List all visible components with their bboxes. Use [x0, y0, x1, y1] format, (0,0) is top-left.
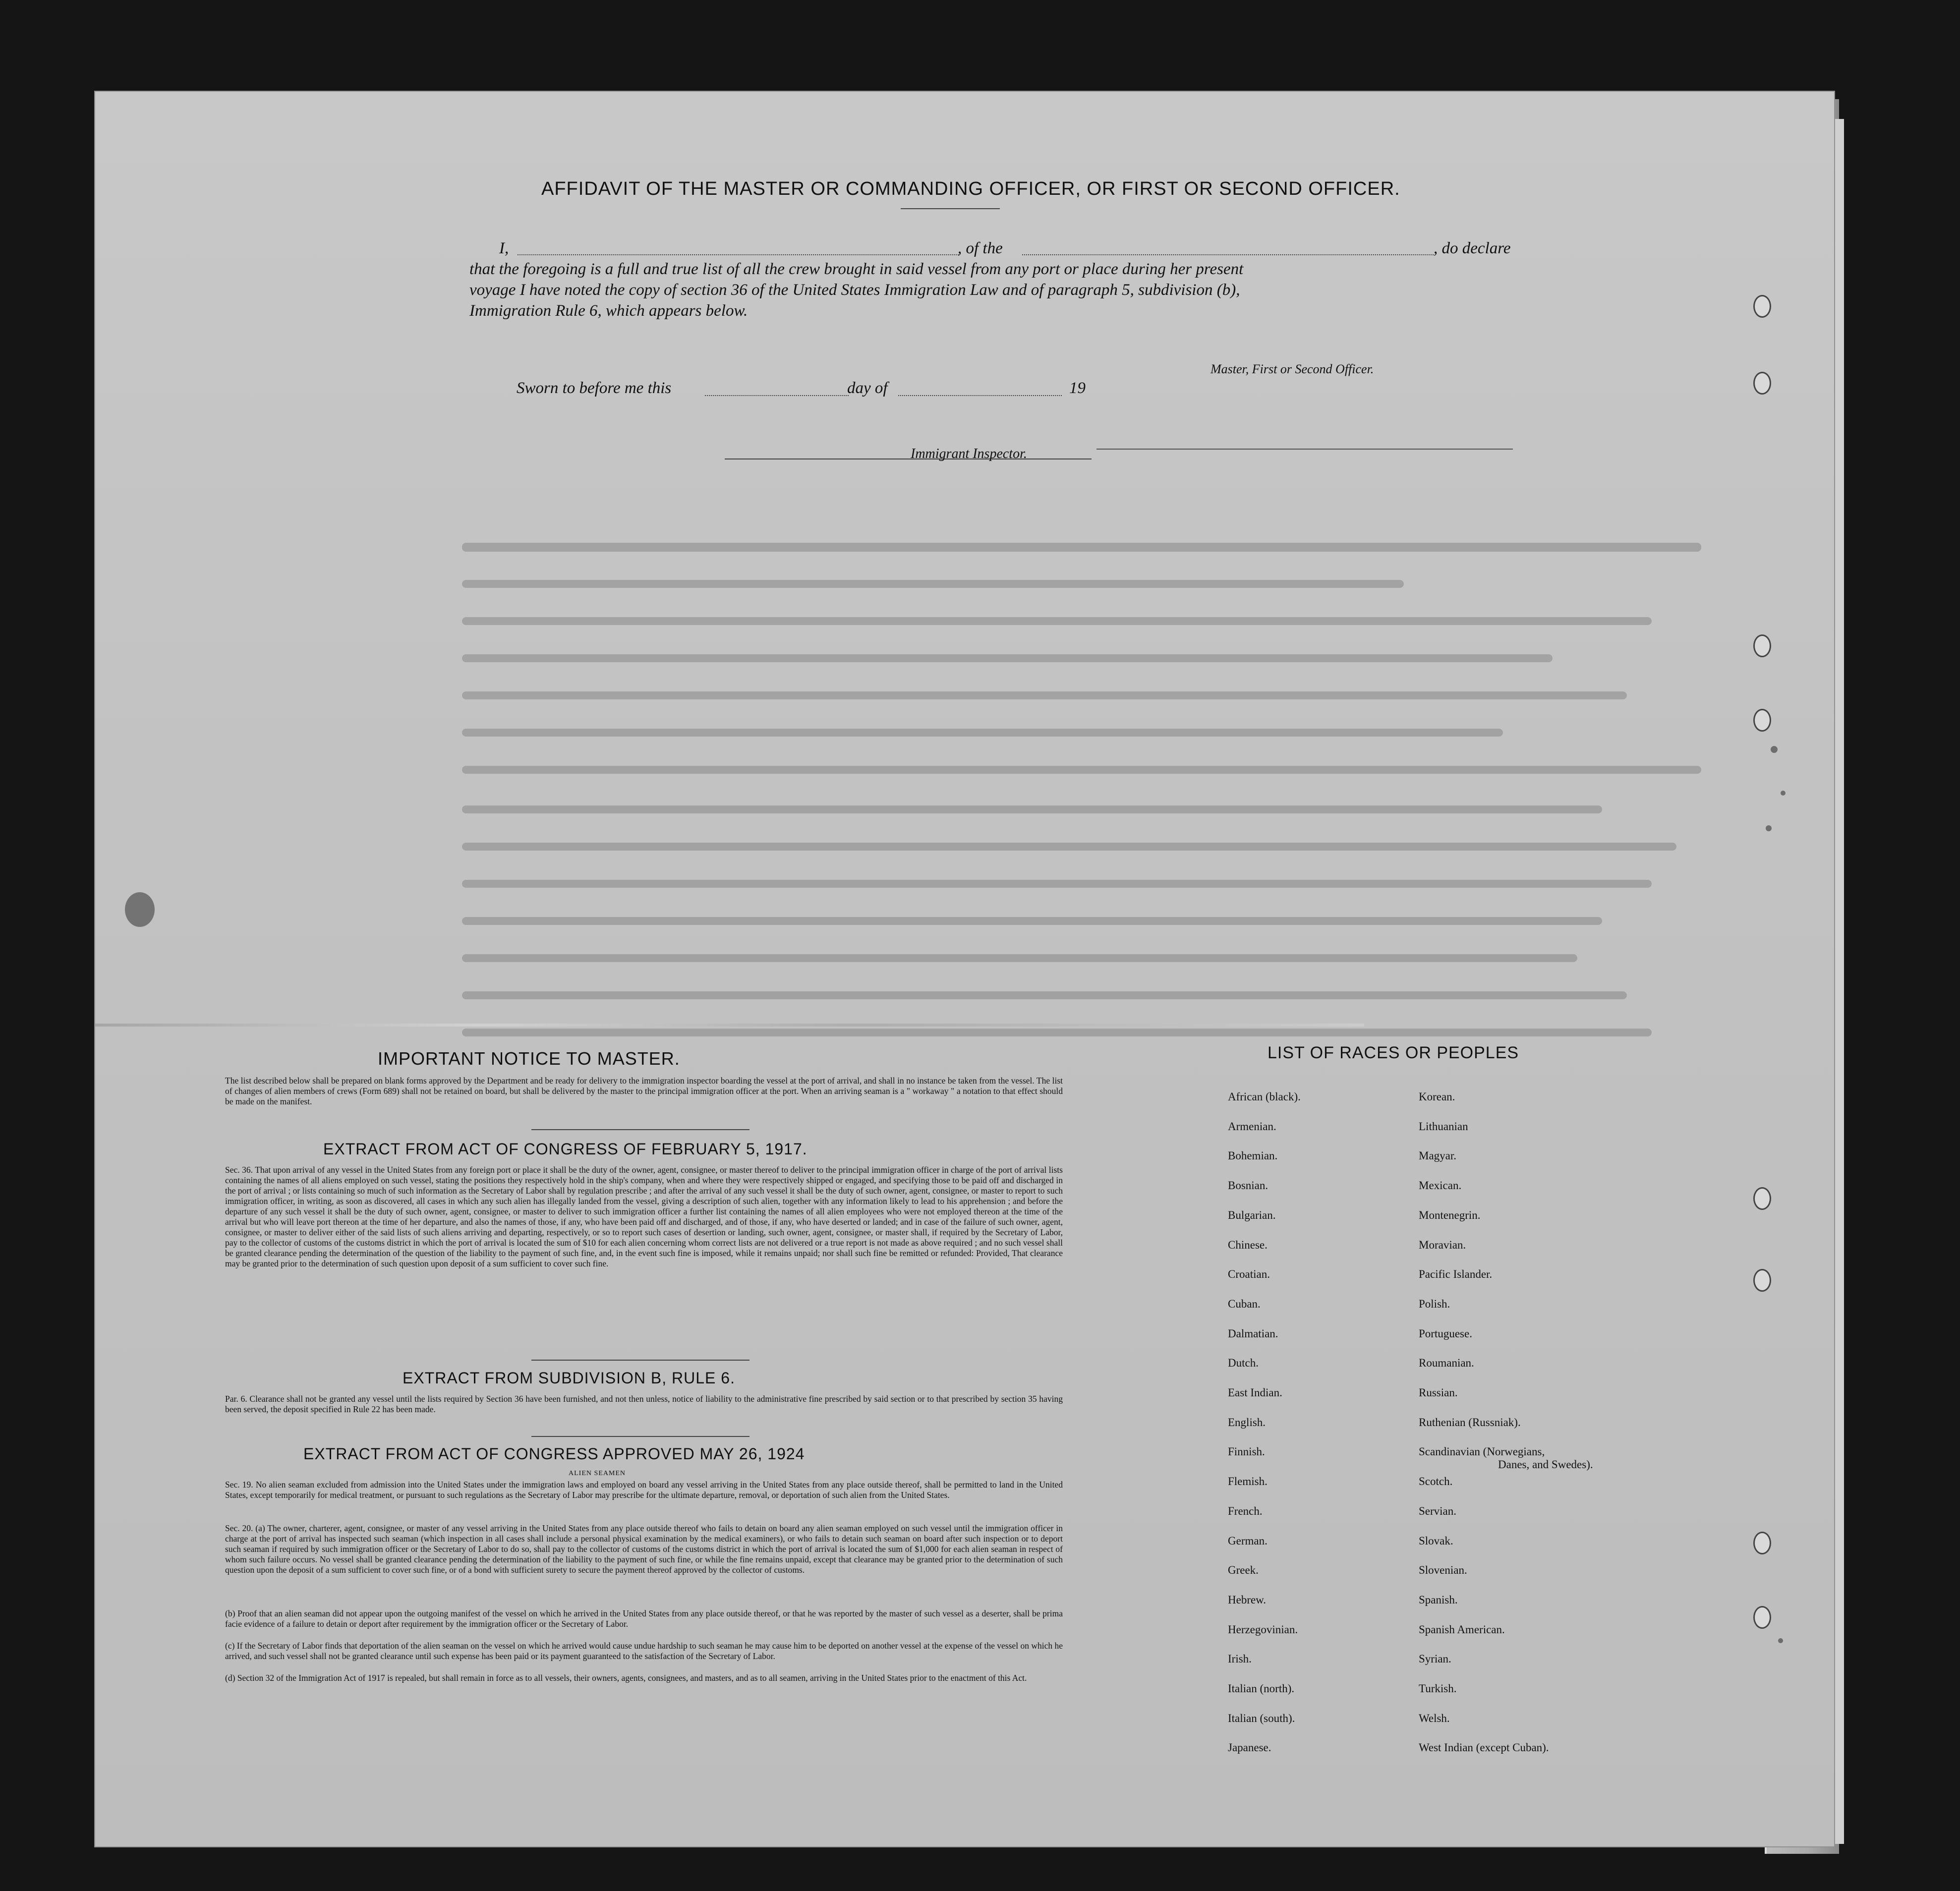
race-item: East Indian.: [1228, 1386, 1282, 1399]
race-item: Turkish.: [1419, 1682, 1457, 1695]
divider-2: [531, 1360, 749, 1361]
race-item: German.: [1228, 1534, 1268, 1547]
affidavit-title: AFFIDAVIT OF THE MASTER OR COMMANDING OFFICER, OR FIRST OR SECOND OFFICER.: [541, 178, 1400, 199]
punch-hole: [1753, 1269, 1771, 1292]
day-of-label: day of: [847, 379, 888, 397]
race-item: French.: [1228, 1504, 1263, 1517]
inspector-caption: Immigrant Inspector.: [911, 446, 1027, 461]
notice-title: IMPORTANT NOTICE TO MASTER.: [378, 1048, 680, 1069]
divider-1: [531, 1129, 749, 1130]
extract-1924-sec19: Sec. 19. No alien seaman excluded from admission into the United States under the immigration laws and employed on board any vessel arriving in the United States from any place outside thereof, shall be permitted to land in the United States, except temporarily for medical treatment, or pursuant to such regulations as the Secretary of Labor may prescribe for the ultimate departure, removal, or deportation of such alien from the United States.: [225, 1480, 1063, 1500]
declaration-i-label: I,: [499, 239, 509, 257]
ink-stain: [125, 892, 155, 927]
punch-hole: [1753, 372, 1771, 395]
race-item: Cuban.: [1228, 1297, 1261, 1310]
extract-1924-subtitle: ALIEN SEAMEN: [569, 1470, 626, 1477]
race-item: Irish.: [1228, 1653, 1252, 1665]
race-item: Montenegrin.: [1419, 1208, 1481, 1221]
race-item: Scotch.: [1419, 1475, 1453, 1488]
race-item: Slovenian.: [1419, 1564, 1467, 1577]
race-item: Hebrew.: [1228, 1593, 1267, 1606]
race-item: Bohemian.: [1228, 1149, 1278, 1162]
extract-1924-title: EXTRACT FROM ACT OF CONGRESS APPROVED MAY 26, 1924: [303, 1445, 805, 1463]
sworn-label: Sworn to before me this: [517, 379, 672, 397]
race-item: Bosnian.: [1228, 1179, 1268, 1192]
race-item: Greek.: [1228, 1564, 1259, 1577]
race-item: Italian (north).: [1228, 1682, 1295, 1695]
race-item: Syrian.: [1419, 1653, 1451, 1665]
declaration-do-declare: , do declare: [1434, 239, 1511, 257]
extract-rule6-title: EXTRACT FROM SUBDIVISION B, RULE 6.: [403, 1369, 735, 1387]
notice-body: The list described below shall be prepared on blank forms approved by the Department and be ready for delivery to the immigration inspector boarding the vessel at the port of arrival, and shall in no instance be taken from the vessel. The list of changes of alien members of crews (Form 689) shall not be retained on board, but shall be delivered by the master to the principal immigration officer at the port. When an arriving seaman is a " workaway " a notation to that effect should be made on the manifest.: [225, 1076, 1063, 1106]
race-item: Finnish.: [1228, 1445, 1265, 1458]
race-item: Croatian.: [1228, 1268, 1270, 1281]
punch-hole: [1753, 709, 1771, 732]
race-item: West Indian (except Cuban).: [1419, 1741, 1549, 1754]
race-item: Portuguese.: [1419, 1327, 1472, 1340]
race-item: Spanish American.: [1419, 1623, 1505, 1636]
race-item: Dutch.: [1228, 1357, 1259, 1370]
month-blank[interactable]: [898, 395, 1062, 396]
race-item: Polish.: [1419, 1297, 1450, 1310]
punch-hole: [1753, 1187, 1771, 1210]
year-prefix: 19: [1069, 379, 1086, 397]
form-page: [95, 92, 1834, 1846]
punch-hole: [1753, 1606, 1771, 1629]
race-item: Moravian.: [1419, 1238, 1466, 1251]
race-item: Italian (south).: [1228, 1712, 1295, 1724]
ink-speck: [1766, 825, 1772, 831]
ink-speck: [1771, 746, 1778, 753]
race-item: Mexican.: [1419, 1179, 1462, 1192]
extract-1924-sec20b: (b) Proof that an alien seaman did not appear upon the outgoing manifest of the vessel on which he arrived in the United States from any place outside thereof, or that he was reported by the master of such vessel as a deserter, shall be prima facie evidence of a failure to detain or deport after requirement by the immigration officer or the Secretary of Labor.: [225, 1608, 1063, 1629]
race-item: Chinese.: [1228, 1238, 1268, 1251]
extract-1917-title: EXTRACT FROM ACT OF CONGRESS OF FEBRUARY 5, 1917.: [323, 1140, 807, 1158]
race-item: Pacific Islander.: [1419, 1268, 1493, 1281]
race-item: Dalmatian.: [1228, 1327, 1278, 1340]
title-underline: [901, 208, 1000, 209]
extract-1917-body: Sec. 36. That upon arrival of any vessel in the United States from any foreign port or place it shall be the duty of the owner, agent, consignee, or master thereof to deliver to the principal immigration officer in charge of the port of arrival lists containing the names of all aliens employed on such vessel, stating the positions they respectively hold in the ship's company, when and where they were respectively shipped or engaged, and specifying those to be paid off and discharged in the port of arrival ; or lists containing so much of such information as the Secretary of Labor shall by regulation prescribe ; and after the arrival of any such vessel it shall be the duty of such owner, agent, consignee, or master to report to such immigration officer, in writing, as soon as discovered, all cases in which any such alien has illegally landed from the vessel, giving a description of such alien, together with any information likely to lead to his apprehension ; and before the departure of any such vessel it shall be the duty of such owner, agent, consignee, or master to deliver to such immigration officer a further list containing the names of all alien employees who were not employed thereon at the time of the arrival but who will leave port thereon at the time of her departure, and also the names of those, if any, who have been paid off and discharged, and of those, if any, who have deserted or landed; and in case of the failure of such owner, agent, consignee, or master to deliver either of the said lists of such aliens arriving and departing, respectively, or so to report such cases of desertion or landing, such owner, agent, consignee, or master shall, if required by the Secretary of Labor, pay to the collector of customs of the customs district in which the port of arrival is located the sum of $10 for each alien concerning whom correct lists are not delivered or a true report is not made as above required ; and no such vessel shall be granted clearance pending the determination of the question of the liability to the payment of such fine, and, in the event such fine is imposed, while it remains unpaid; nor shall such fine be remitted or refunded: Provided, That clearance may be granted prior to the determination of such question upon deposit of a sum sufficient to cover such fine.: [225, 1165, 1063, 1268]
punch-hole: [1753, 295, 1771, 318]
extract-1924-sec20d: (d) Section 32 of the Immigration Act of 1917 is repealed, but shall remain in force as to all vessels, their owners, agents, consignees, and masters, and as to all seamen, arriving in the United States prior to the enactment of this Act.: [225, 1673, 1027, 1683]
race-item: Japanese.: [1228, 1741, 1271, 1754]
race-item: Russian.: [1419, 1386, 1458, 1399]
race-item: Bulgarian.: [1228, 1208, 1276, 1221]
race-item: Danes, and Swedes).: [1498, 1458, 1593, 1471]
race-item: Roumanian.: [1419, 1357, 1474, 1370]
punch-hole: [1753, 634, 1771, 657]
declaration-line-1: that the foregoing is a full and true list of all the crew brought in said vessel from any port or place during her present: [469, 260, 1244, 278]
vessel-blank[interactable]: [1022, 254, 1434, 255]
race-item: Slovak.: [1419, 1534, 1453, 1547]
declaration-line-2: voyage I have noted the copy of section 36 of the United States Immigration Law and of paragraph 5, subdivision (b),: [469, 281, 1240, 299]
race-item: Armenian.: [1228, 1120, 1276, 1133]
bleed-through-lines: [442, 538, 1781, 1083]
race-item: Spanish.: [1419, 1593, 1458, 1606]
race-item: English.: [1228, 1416, 1266, 1429]
declaration-of-the: , of the: [958, 239, 1003, 257]
punch-hole: [1753, 1532, 1771, 1554]
divider-3: [531, 1436, 749, 1437]
ink-speck: [1778, 1638, 1783, 1643]
ink-speck: [1781, 791, 1786, 796]
race-item: Herzegovinian.: [1228, 1623, 1298, 1636]
race-item: Scandinavian (Norwegians,: [1419, 1445, 1545, 1458]
inspector-signature-line[interactable]: [725, 458, 1092, 459]
race-item: Lithuanian: [1419, 1120, 1468, 1133]
race-item: Ruthenian (Russniak).: [1419, 1416, 1521, 1429]
races-title: LIST OF RACES OR PEOPLES: [1268, 1043, 1519, 1062]
race-item: Welsh.: [1419, 1712, 1450, 1724]
race-item: Korean.: [1419, 1090, 1455, 1103]
signature-line[interactable]: [1096, 449, 1513, 450]
extract-1924-sec20a: Sec. 20. (a) The owner, charterer, agent, consignee, or master of any vessel arriving in the United States from any place outside thereof who fails to detain on board any alien seaman employed on such vessel until the immigration officer in charge at the port of arrival has inspected such seaman (which inspection in all cases shall include a personal physical examination by the medical examiners), or who fails to detain such seaman on board after such inspection or to deport such seaman if required by such immigration officer or the Secretary of Labor to do so, shall pay to the collector of customs of the customs district in which the port of arrival is located the sum of $1,000 for each alien seaman in respect of whom such failure occurs. No vessel shall be granted clearance pending the determination of the liability to the payment of such fine, or while the fine remains unpaid, except that clearance may be granted prior to the determination of such question upon the deposit of a sum sufficient to cover such fine, or of a bond with sufficient surety to secure the payment thereof approved by the collector of customs.: [225, 1523, 1063, 1575]
sworn-day-blank[interactable]: [705, 395, 849, 396]
race-item: Servian.: [1419, 1504, 1457, 1517]
extract-1924-sec20c: (c) If the Secretary of Labor finds that deportation of the alien seaman on the vessel on which he arrived would cause undue hardship to such seaman he may cause him to be deported on another vessel at the expense of the vessel on which he arrived, and such vessel shall not be granted clearance until such expense has been paid or its payment guaranteed to the satisfaction of the Secretary of Labor.: [225, 1641, 1063, 1661]
race-item: African (black).: [1228, 1090, 1301, 1103]
paper-tear-line: [95, 1024, 1364, 1027]
bleed-through-texture: [442, 538, 1781, 1083]
race-item: Magyar.: [1419, 1149, 1457, 1162]
declaration-line-3: Immigration Rule 6, which appears below.: [469, 302, 748, 320]
extract-rule6-body: Par. 6. Clearance shall not be granted any vessel until the lists required by Section 36 have been furnished, and not then unless, notice of liability to the administrative fine prescribed by said section or to that prescribed by section 35 having been served, the deposit specified in Rule 22 has been made.: [225, 1394, 1063, 1414]
name-blank[interactable]: [518, 254, 959, 255]
signature-caption: Master, First or Second Officer.: [1211, 362, 1374, 376]
race-item: Flemish.: [1228, 1475, 1268, 1488]
